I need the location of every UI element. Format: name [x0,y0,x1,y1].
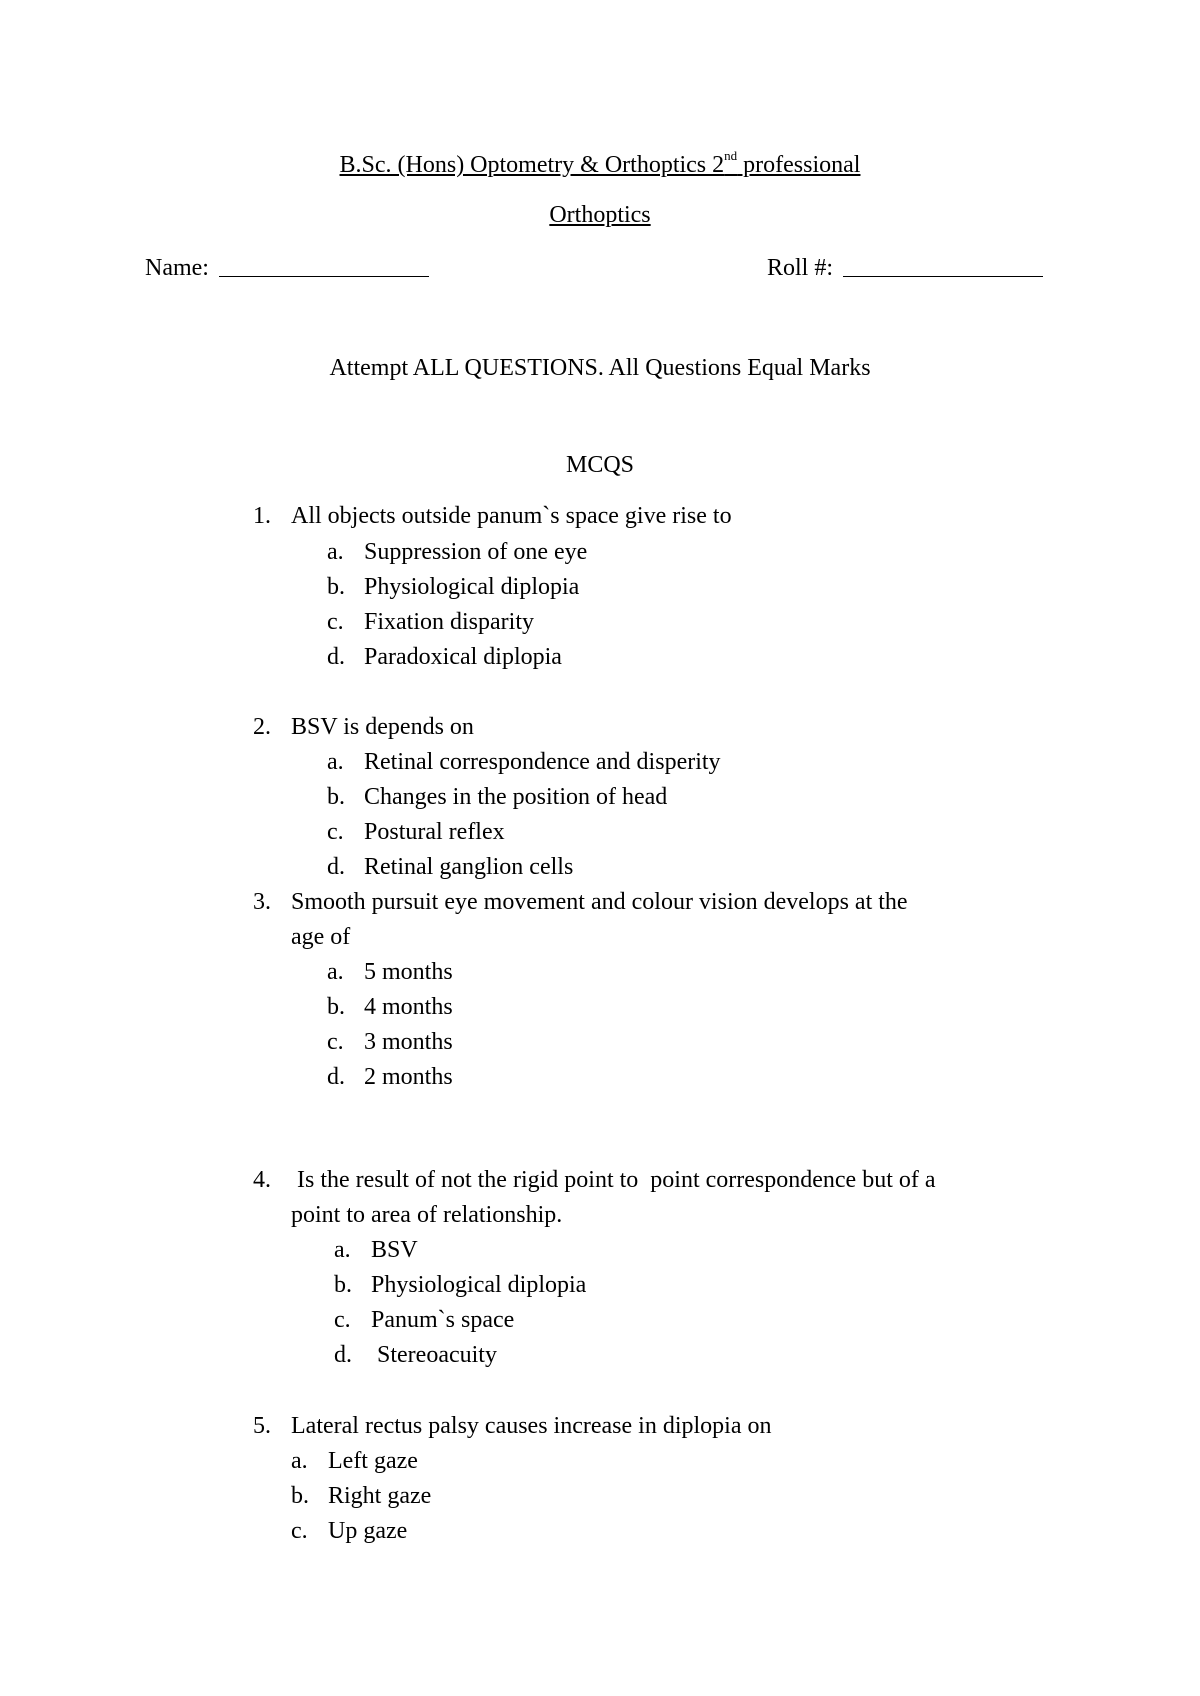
option-letter: a. [334,1237,351,1263]
option-letter: b. [327,784,345,810]
question-text: Lateral rectus palsy causes increase in diplopia on [291,1413,772,1439]
question-number: 4. [253,1167,271,1193]
option-letter: a. [291,1448,308,1474]
option-text: Fixation disparity [364,609,534,635]
option-text: Retinal correspondence and disperity [364,749,721,775]
question-number: 5. [253,1413,271,1439]
option-text: Up gaze [328,1518,408,1544]
option-text: Right gaze [328,1483,432,1509]
option-text: Left gaze [328,1448,418,1474]
option-letter: b. [291,1483,309,1509]
option-letter: c. [291,1518,308,1544]
option-letter: d. [334,1342,352,1368]
option-text: Changes in the position of head [364,784,668,810]
option-text: Stereoacuity [371,1342,497,1368]
option-letter: b. [334,1272,352,1298]
name-blank[interactable] [219,254,429,277]
option-letter: c. [334,1307,351,1333]
section-title: MCQS [565,452,635,478]
name-label: Name: [145,255,209,281]
option-text: Postural reflex [364,819,505,845]
name-field [145,254,429,280]
option-letter: b. [327,994,345,1020]
subject-title [0,203,1200,227]
option-text: Suppression of one eye [364,539,588,565]
instructions: Attempt ALL QUESTIONS. All Questions Equal Marks [329,355,871,381]
exam-title-text: B.Sc. (Hons) Optometry & Orthoptics 2nd professional [339,148,861,178]
roll-label: Roll #: [767,255,834,281]
question-text: BSV is depends on [291,714,474,740]
question-text: Is the result of not the rigid point to point correspondence but of a [291,1167,936,1193]
roll-field [767,254,1043,280]
question-text: Smooth pursuit eye movement and colour vision develops at the [291,889,908,915]
question-number: 2. [253,714,271,740]
question-number: 1. [253,503,271,529]
option-text: Panum`s space [371,1307,515,1333]
option-text: Physiological diplopia [371,1272,587,1298]
option-letter: c. [327,609,344,635]
option-text: 3 months [364,1029,453,1055]
option-text: Physiological diplopia [364,574,580,600]
option-letter: c. [327,819,344,845]
roll-blank[interactable] [843,254,1043,277]
option-letter: a. [327,749,344,775]
option-text: 5 months [364,959,453,985]
question-text: point to area of relationship. [291,1202,563,1228]
option-text: Paradoxical diplopia [364,644,562,670]
question-text: age of [291,924,351,950]
subject-title-text: Orthoptics [549,202,651,228]
option-letter: d. [327,1064,345,1090]
option-text: BSV [371,1237,418,1263]
option-letter: a. [327,539,344,565]
question-text: All objects outside panum`s space give rise to [291,503,732,529]
option-letter: d. [327,854,345,880]
option-text: 4 months [364,994,453,1020]
option-letter: b. [327,574,345,600]
option-letter: d. [327,644,345,670]
option-text: Retinal ganglion cells [364,854,574,880]
option-text: 2 months [364,1064,453,1090]
question-number: 3. [253,889,271,915]
exam-title [0,148,1200,178]
option-letter: a. [327,959,344,985]
option-letter: c. [327,1029,344,1055]
